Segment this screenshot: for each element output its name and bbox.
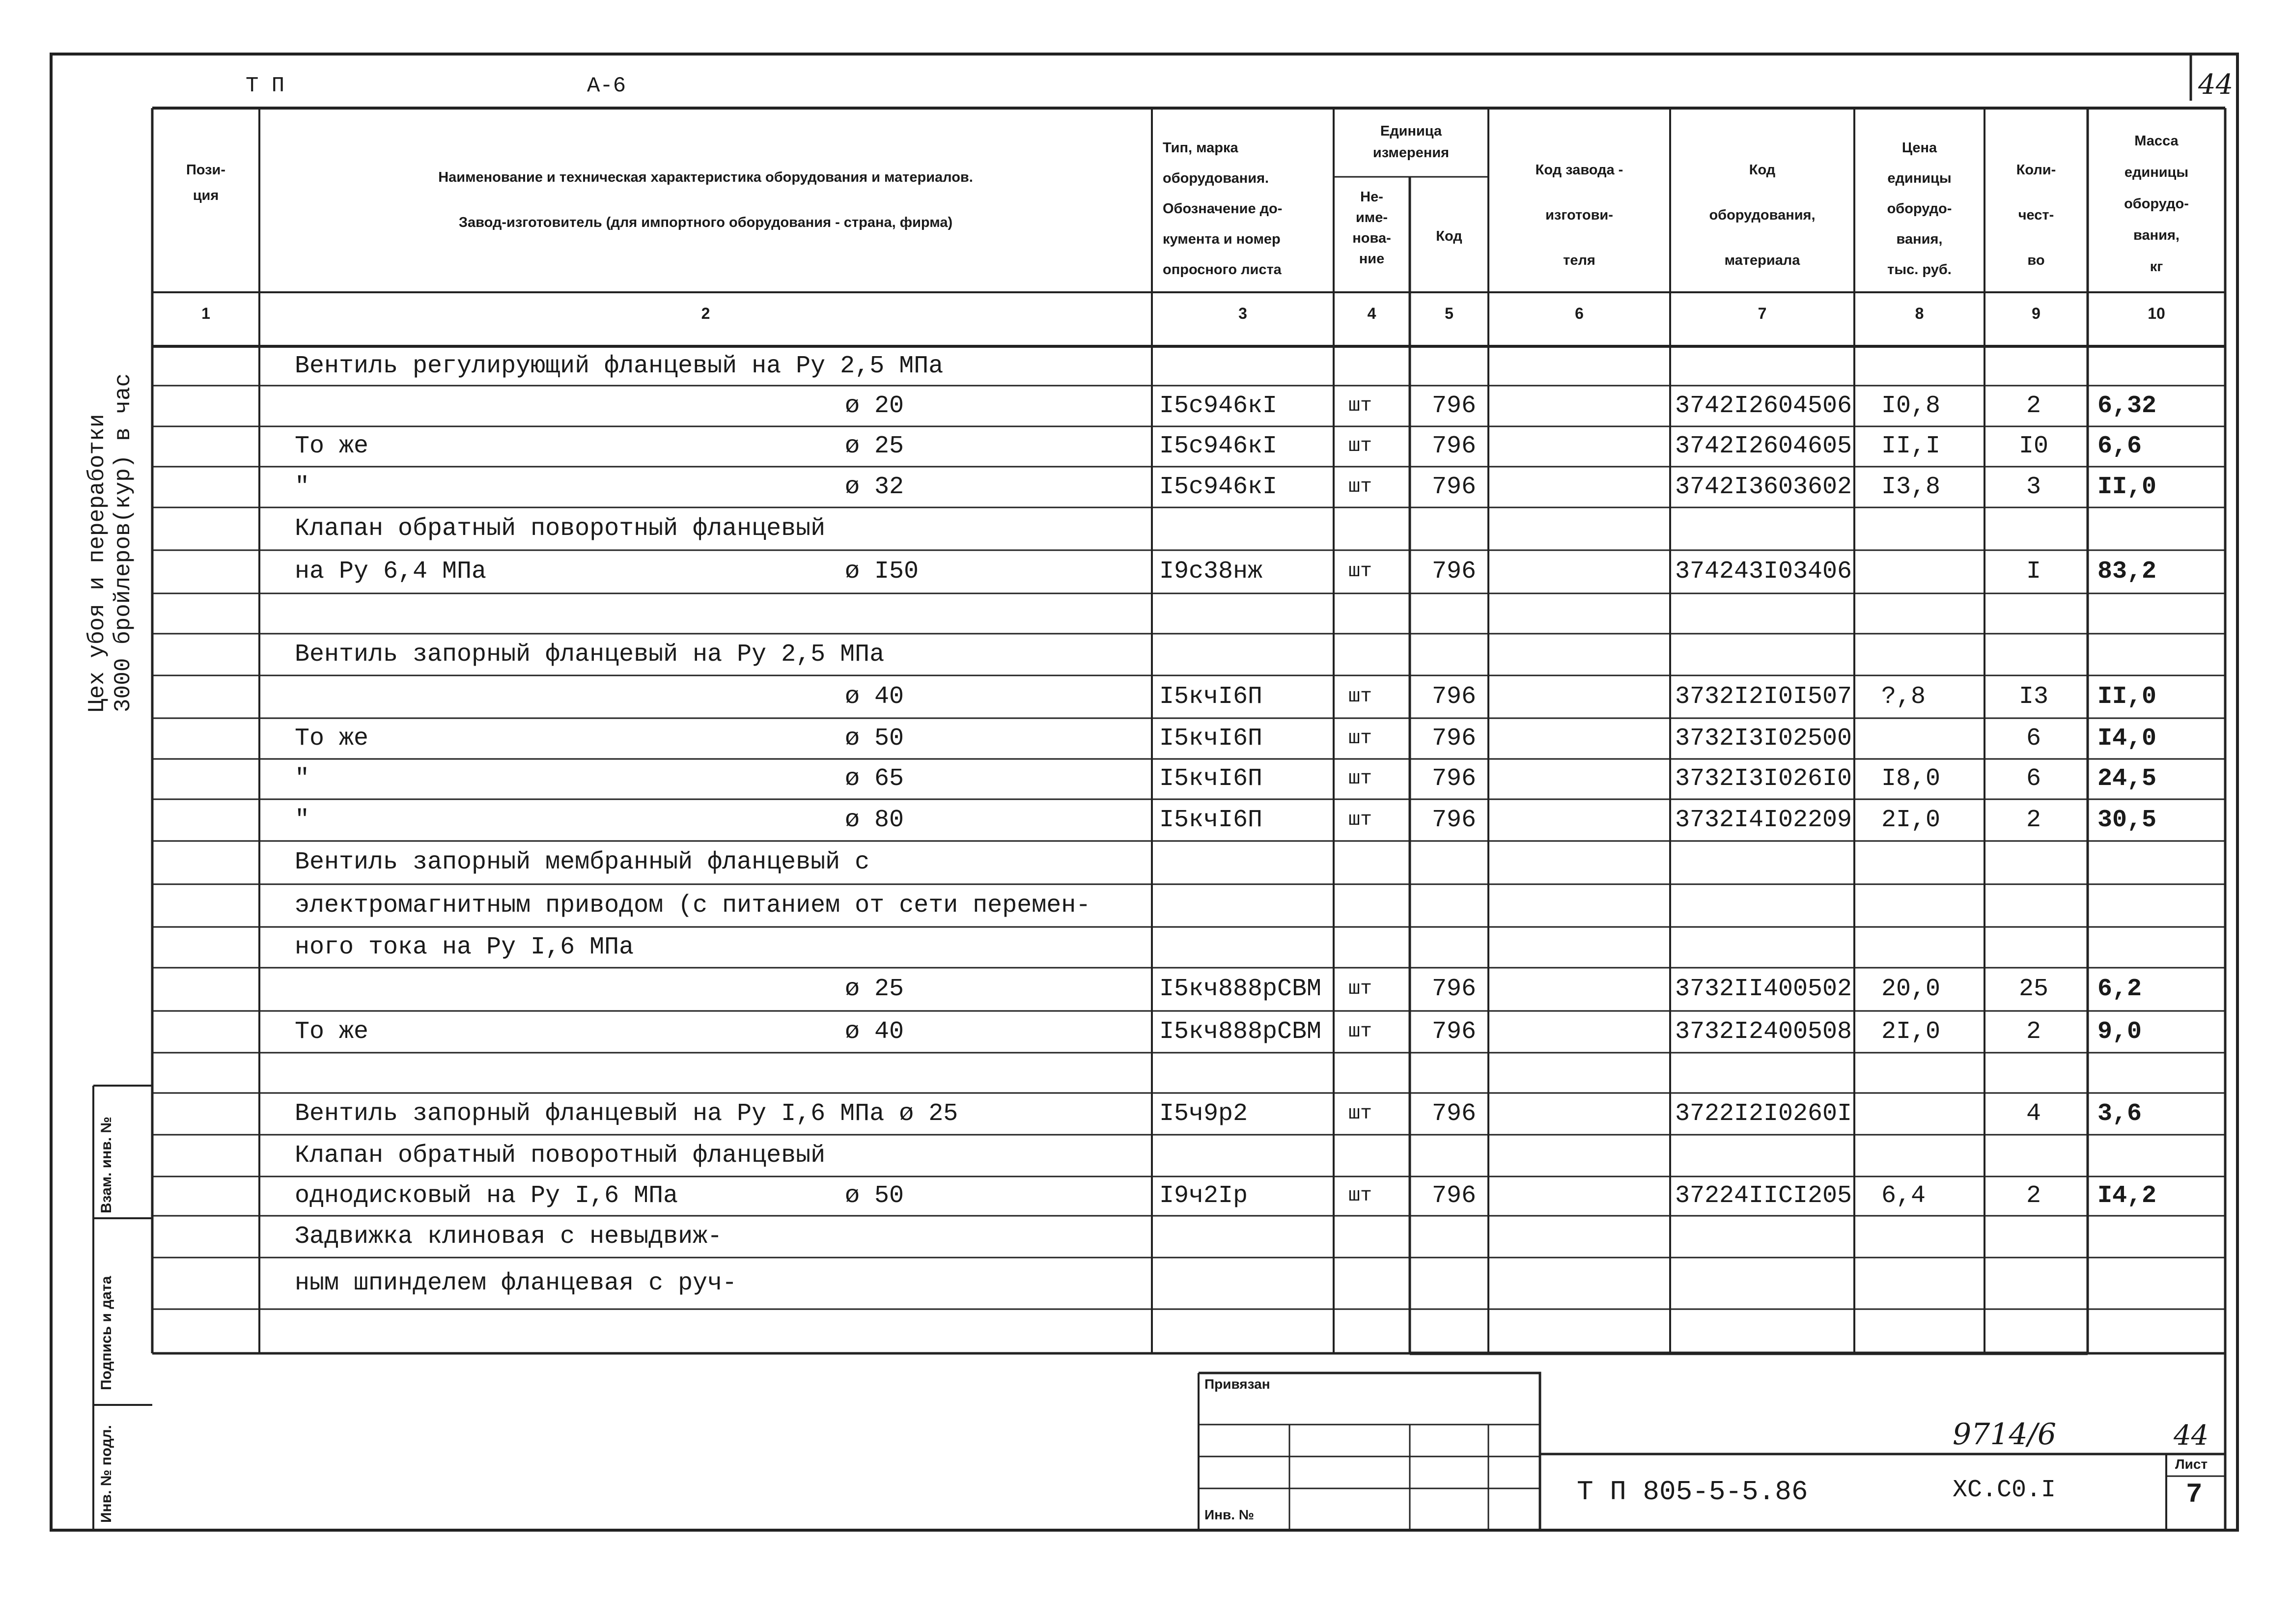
row-diameter: ø 80	[845, 806, 904, 834]
row-name: Вентиль запорный фланцевый на Ру I,6 МПа ø 25	[295, 1099, 958, 1128]
row-mass: II,0	[2097, 682, 2157, 711]
row-equipment-code: 3732I2400508	[1675, 1017, 1852, 1046]
row-quantity: 3	[2026, 473, 2041, 501]
row-quantity: 2	[2026, 392, 2041, 420]
column-number-7: 7	[1758, 305, 1767, 322]
row-name: однодисковый на Ру I,6 МПа	[295, 1182, 678, 1210]
row-unit-code: 796	[1432, 1182, 1477, 1210]
row-name: То же	[295, 1017, 369, 1046]
row-unit: шт	[1348, 1102, 1372, 1125]
row-equipment-code: 3732I4I02209	[1675, 806, 1852, 834]
row-mass: 9,0	[2097, 1017, 2142, 1046]
table-row	[152, 593, 2225, 634]
title-sheet-number: 7	[2186, 1479, 2203, 1510]
row-quantity: I0	[2018, 432, 2048, 460]
row-unit-code: 796	[1432, 724, 1477, 753]
column-number-9: 9	[2032, 305, 2040, 322]
table-row	[152, 718, 2225, 759]
row-price: ?,8	[1881, 682, 1926, 711]
row-unit-code: 796	[1432, 473, 1477, 501]
table-row	[152, 841, 2225, 884]
row-unit: шт	[1348, 809, 1372, 831]
col-header-quantity: Коли- чест- во	[2016, 162, 2056, 268]
col-header-factory-code: Код завода - изготови- теля	[1535, 162, 1623, 268]
title-inv-label: Инв. №	[1204, 1507, 1255, 1522]
table-row	[152, 1216, 2225, 1258]
row-type-mark: I5с946кI	[1159, 392, 1278, 420]
row-price: 2I,0	[1881, 806, 1941, 834]
row-quantity: 4	[2026, 1099, 2041, 1128]
row-unit: шт	[1348, 1020, 1372, 1043]
table-row	[152, 799, 2225, 841]
column-number-2: 2	[701, 305, 710, 322]
row-quantity: 6	[2026, 765, 2041, 793]
row-mass: 6,32	[2097, 392, 2157, 420]
row-mass: 6,6	[2097, 432, 2142, 460]
row-unit: шт	[1348, 435, 1372, 457]
row-name: ного тока на Ру I,6 МПа	[295, 933, 634, 961]
col-header-mass: Масса единицы оборудо- вания, кг	[2124, 133, 2189, 275]
side-title-line1: Цех убоя и переработки	[84, 414, 110, 712]
row-equipment-code: 3742I3603602	[1675, 473, 1852, 501]
table-row	[152, 1053, 2225, 1093]
row-unit: шт	[1348, 727, 1372, 750]
row-mass: I4,0	[2097, 724, 2157, 753]
column-number-8: 8	[1915, 305, 1924, 322]
col-header-unit-group: Единица измерения	[1372, 123, 1450, 161]
row-unit-code: 796	[1432, 1099, 1477, 1128]
row-unit-code: 796	[1432, 432, 1477, 460]
row-diameter: ø 40	[845, 682, 904, 711]
row-mass: 30,5	[2097, 806, 2157, 834]
row-unit-code: 796	[1432, 765, 1477, 793]
row-type-mark: I5кчI6П	[1159, 724, 1263, 753]
row-price: 20,0	[1881, 975, 1941, 1003]
row-unit-code: 796	[1432, 392, 1477, 420]
row-diameter: ø 40	[845, 1017, 904, 1046]
row-quantity: 2	[2026, 1182, 2041, 1210]
row-type-mark: I5кчI6П	[1159, 806, 1263, 834]
row-type-mark: I9ч2Iр	[1159, 1182, 1248, 1210]
row-name: ным шпинделем фланцевая с руч-	[295, 1269, 737, 1297]
column-number-6: 6	[1575, 305, 1584, 322]
table-row	[152, 550, 2225, 593]
table-row	[152, 1176, 2225, 1216]
row-equipment-code: 3722I2I0260I	[1675, 1099, 1852, 1128]
column-number-5: 5	[1445, 305, 1453, 322]
row-type-mark: I5кч888рСВМ	[1159, 975, 1322, 1003]
table-row	[152, 1309, 2225, 1353]
row-diameter: ø 25	[845, 432, 904, 460]
stamp-inv-no: Инв. № подл.	[98, 1425, 114, 1523]
row-name: электромагнитным приводом (с питанием от сети перемен-	[295, 891, 1091, 920]
row-diameter: ø I50	[845, 558, 919, 586]
row-unit-code: 796	[1432, 975, 1477, 1003]
stamp-signature-date: Подпись и дата	[98, 1276, 114, 1390]
row-mass: 3,6	[2097, 1099, 2142, 1128]
col-header-type: Тип, марка оборудования. Обозначение до- кумента и номер опросного листа	[1163, 140, 1283, 278]
table-row	[152, 634, 2225, 675]
row-diameter: ø 32	[845, 473, 904, 501]
row-type-mark: I5с946кI	[1159, 432, 1278, 460]
table-row	[152, 927, 2225, 968]
row-equipment-code: 3742I2604506	[1675, 392, 1852, 420]
column-number-1: 1	[201, 305, 210, 322]
table-row	[152, 386, 2225, 426]
row-equipment-code: 3732II400502	[1675, 975, 1852, 1003]
title-handwritten-page: 44	[2174, 1420, 2209, 1452]
row-name: Клапан обратный поворотный фланцевый	[295, 514, 826, 543]
row-name: на Ру 6,4 МПа	[295, 558, 487, 586]
row-price: 6,4	[1881, 1182, 1926, 1210]
row-diameter: ø 65	[845, 765, 904, 793]
title-sheet-mark: ХС.С0.I	[1953, 1476, 2056, 1504]
row-equipment-code: 3732I2I0I507	[1675, 682, 1852, 711]
row-price: I8,0	[1881, 765, 1941, 793]
row-name: "	[295, 806, 310, 834]
column-number-10: 10	[2148, 305, 2165, 322]
side-title-line2: 3000 бройлеров(кур) в час	[111, 373, 136, 712]
title-doc-code: Т П 805-5-5.86	[1577, 1476, 1808, 1508]
row-equipment-code: 374243I03406	[1675, 558, 1852, 586]
col-header-price: Цена единицы оборудо- вания, тыс. руб.	[1887, 140, 1952, 278]
page-number: 44	[2198, 69, 2234, 101]
title-linked-label: Привязан	[1204, 1376, 1270, 1392]
column-number-3: 3	[1238, 305, 1247, 322]
row-unit-code: 796	[1432, 1017, 1477, 1046]
row-type-mark: I5с946кI	[1159, 473, 1278, 501]
table-row	[152, 426, 2225, 467]
row-name: Вентиль запорный фланцевый на Ру 2,5 МПа	[295, 640, 885, 669]
row-price: I0,8	[1881, 392, 1941, 420]
row-type-mark: I5кчI6П	[1159, 682, 1263, 711]
row-type-mark: I5кчI6П	[1159, 765, 1263, 793]
row-unit-code: 796	[1432, 806, 1477, 834]
row-mass: 6,2	[2097, 975, 2142, 1003]
row-unit: шт	[1348, 768, 1372, 790]
row-price: 2I,0	[1881, 1017, 1941, 1046]
col-header-equipment-code: Код оборудования, материала	[1709, 162, 1816, 268]
row-mass: II,0	[2097, 473, 2157, 501]
row-unit: шт	[1348, 476, 1372, 498]
row-name: То же	[295, 432, 369, 460]
row-mass: I4,2	[2097, 1182, 2157, 1210]
row-equipment-code: 3732I3I026I0	[1675, 765, 1852, 793]
table-row	[152, 1258, 2225, 1309]
row-price: II,I	[1881, 432, 1941, 460]
title-sheet-label: Лист	[2175, 1456, 2208, 1472]
row-unit-code: 796	[1432, 682, 1477, 711]
row-quantity: 2	[2026, 1017, 2041, 1046]
col-header-position: Пози- ция	[186, 162, 226, 203]
col-header-unit-name: Не- име- нова- ние	[1352, 189, 1391, 267]
row-diameter: ø 20	[845, 392, 904, 420]
row-unit: шт	[1348, 978, 1372, 1000]
row-equipment-code: 3742I2604605	[1675, 432, 1852, 460]
row-equipment-code: 3732I3I02500	[1675, 724, 1852, 753]
row-mass: 83,2	[2097, 558, 2157, 586]
row-type-mark: I5ч9р2	[1159, 1099, 1248, 1128]
table-row	[152, 467, 2225, 507]
table-row	[152, 1011, 2225, 1053]
row-name: "	[295, 473, 310, 501]
row-name: Задвижка клиновая с невыдвиж-	[295, 1222, 723, 1251]
row-name: Клапан обратный поворотный фланцевый	[295, 1141, 826, 1170]
table-row	[152, 507, 2225, 550]
col-header-unit-code: Код	[1436, 228, 1462, 244]
row-mass: 24,5	[2097, 765, 2157, 793]
row-quantity: I	[2026, 558, 2041, 586]
table-row	[152, 1135, 2225, 1176]
table-row	[152, 884, 2225, 927]
table-row	[152, 1093, 2225, 1135]
row-quantity: 25	[2018, 975, 2048, 1003]
row-quantity: I3	[2018, 682, 2048, 711]
row-quantity: 2	[2026, 806, 2041, 834]
table-row	[152, 759, 2225, 799]
row-unit: шт	[1348, 1185, 1372, 1207]
row-name: Вентиль запорный мембранный фланцевый с	[295, 848, 870, 876]
col-header-name: Наименование и техническая характеристика оборудования и материалов. Завод-изготовитель (для импортного оборудования - страна, фирма)	[438, 169, 973, 230]
sheet-code: А-6	[587, 74, 626, 98]
row-unit-code: 796	[1432, 558, 1477, 586]
row-unit: шт	[1348, 685, 1372, 708]
table-row	[152, 675, 2225, 718]
row-diameter: ø 25	[845, 975, 904, 1003]
row-unit: шт	[1348, 394, 1372, 417]
row-name: Вентиль регулирующий фланцевый на Ру 2,5 МПа	[295, 352, 944, 380]
row-price: I3,8	[1881, 473, 1941, 501]
row-type-mark: I5кч888рСВМ	[1159, 1017, 1322, 1046]
row-type-mark: I9с38нж	[1159, 558, 1263, 586]
row-unit: шт	[1348, 560, 1372, 583]
table-row	[152, 347, 2225, 386]
row-equipment-code: 37224IIСI205	[1675, 1182, 1852, 1210]
table-row	[152, 968, 2225, 1011]
row-name: То же	[295, 724, 369, 753]
row-diameter: ø 50	[845, 724, 904, 753]
row-diameter: ø 50	[845, 1182, 904, 1210]
column-number-4: 4	[1367, 305, 1376, 322]
stamp-replaced-inv: Взам. инв. №	[98, 1117, 114, 1213]
row-name: "	[295, 765, 310, 793]
row-quantity: 6	[2026, 724, 2041, 753]
series-label: Т П	[246, 74, 285, 98]
title-handwritten-number: 9714/6	[1953, 1417, 2057, 1452]
